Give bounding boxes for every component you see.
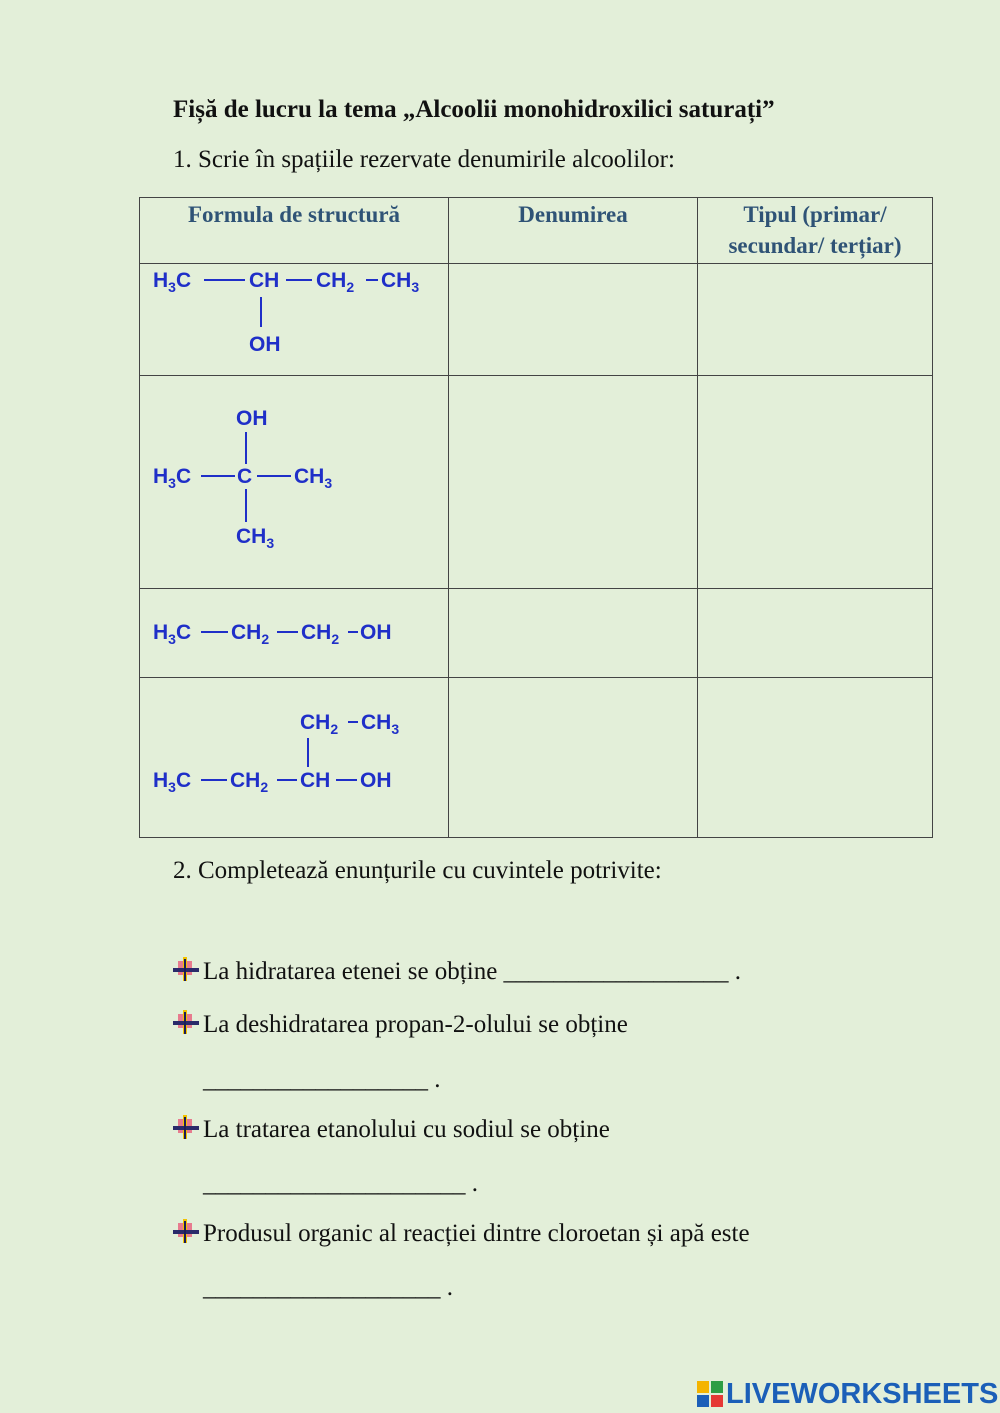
f2-oh: OH — [236, 407, 268, 430]
structure-formula-3 — [140, 589, 449, 672]
item-text-1: La hidratarea etenei se obține __________________ . — [203, 958, 742, 985]
type-answer-cell-1[interactable] — [698, 264, 933, 376]
header-type-line2: secundar/ terțiar) — [728, 233, 902, 258]
item-text-2: La deshidratarea propan-2-olului se obține — [203, 1011, 628, 1038]
answer-blank-4[interactable]: ___________________ . — [203, 1274, 453, 1301]
f3-ch2b: $CH_2$ — [301, 621, 340, 647]
bullet-cross-icon — [173, 1115, 203, 1141]
f2-c: C — [237, 465, 253, 488]
list-item — [173, 1115, 610, 1144]
formula-cell-1 — [140, 264, 449, 376]
f3-oh: OH — [360, 621, 392, 644]
list-item — [173, 1010, 628, 1039]
f1-ch3: $CH_3$ — [381, 269, 420, 295]
type-answer-cell-4[interactable] — [698, 678, 933, 838]
page-title: Fișă de lucru la tema „Alcoolii monohidroxilici saturați” — [173, 96, 775, 123]
header-formula: Formula de structură — [140, 198, 449, 264]
formula-cell-2 — [140, 376, 449, 589]
question-2: 2. Completează enunțurile cu cuvintele potrivite: — [173, 857, 662, 884]
f3-h3c: $H_3C$ — [153, 621, 192, 647]
formula-cell-4 — [140, 678, 449, 838]
f4-oh: OH — [360, 769, 392, 792]
name-answer-cell-1[interactable] — [449, 264, 698, 376]
f2-ch3-right: $CH_3$ — [294, 465, 333, 491]
logo-text: LIVEWORKSHEETS — [726, 1377, 999, 1410]
table-row — [140, 589, 933, 678]
table-row — [140, 264, 933, 376]
f4-ch3: $CH_3$ — [361, 711, 400, 737]
structure-formula-2 — [140, 376, 449, 583]
answer-blank-3[interactable]: _____________________ . — [203, 1170, 478, 1197]
f4-ch: CH — [300, 769, 331, 792]
table-header-row — [140, 198, 933, 264]
name-answer-cell-2[interactable] — [449, 376, 698, 589]
type-answer-cell-3[interactable] — [698, 589, 933, 678]
structure-formula-4 — [140, 678, 449, 832]
bullet-cross-icon — [173, 1219, 203, 1245]
f1-ch: CH — [249, 269, 280, 292]
item-text-4: Produsul organic al reacției dintre cloroetan și apă este — [203, 1220, 750, 1247]
list-item — [173, 957, 741, 986]
f1-h3c: $H_3C$ — [153, 269, 192, 295]
bullet-cross-icon — [173, 957, 203, 983]
header-name: Denumirea — [449, 198, 698, 264]
svg-text:H3C — [153, 269, 191, 295]
f1-oh: OH — [249, 333, 281, 356]
table-row — [140, 678, 933, 838]
structure-formula-1 — [140, 264, 449, 370]
name-answer-cell-3[interactable] — [449, 589, 698, 678]
bullet-cross-icon — [173, 1010, 203, 1036]
header-type-line1: Tipul (primar/ — [743, 202, 887, 227]
list-item — [173, 1219, 750, 1248]
f4-ch2: $CH_2$ — [300, 711, 339, 737]
formula-cell-3 — [140, 589, 449, 678]
answer-blank-2[interactable]: __________________ . — [203, 1066, 441, 1093]
f4-h3c: $H_3C$ — [153, 769, 192, 795]
f2-h3c: $H_3C$ — [153, 465, 192, 491]
f3-ch2a: $CH_2$ — [231, 621, 270, 647]
f2-ch3-bottom: $CH_3$ — [236, 525, 275, 551]
table-row — [140, 376, 933, 589]
type-answer-cell-2[interactable] — [698, 376, 933, 589]
alcohols-table — [139, 197, 933, 838]
name-answer-cell-4[interactable] — [449, 678, 698, 838]
header-type — [698, 198, 933, 264]
item-text-3: La tratarea etanolului cu sodiul se obține — [203, 1116, 610, 1143]
liveworksheets-logo-icon — [697, 1381, 723, 1407]
question-1: 1. Scrie în spațiile rezervate denumirile alcoolilor: — [173, 146, 675, 173]
f4-ch2b: $CH_2$ — [230, 769, 269, 795]
liveworksheets-logo[interactable] — [697, 1377, 998, 1411]
f1-ch2: $CH_2$ — [316, 269, 355, 295]
